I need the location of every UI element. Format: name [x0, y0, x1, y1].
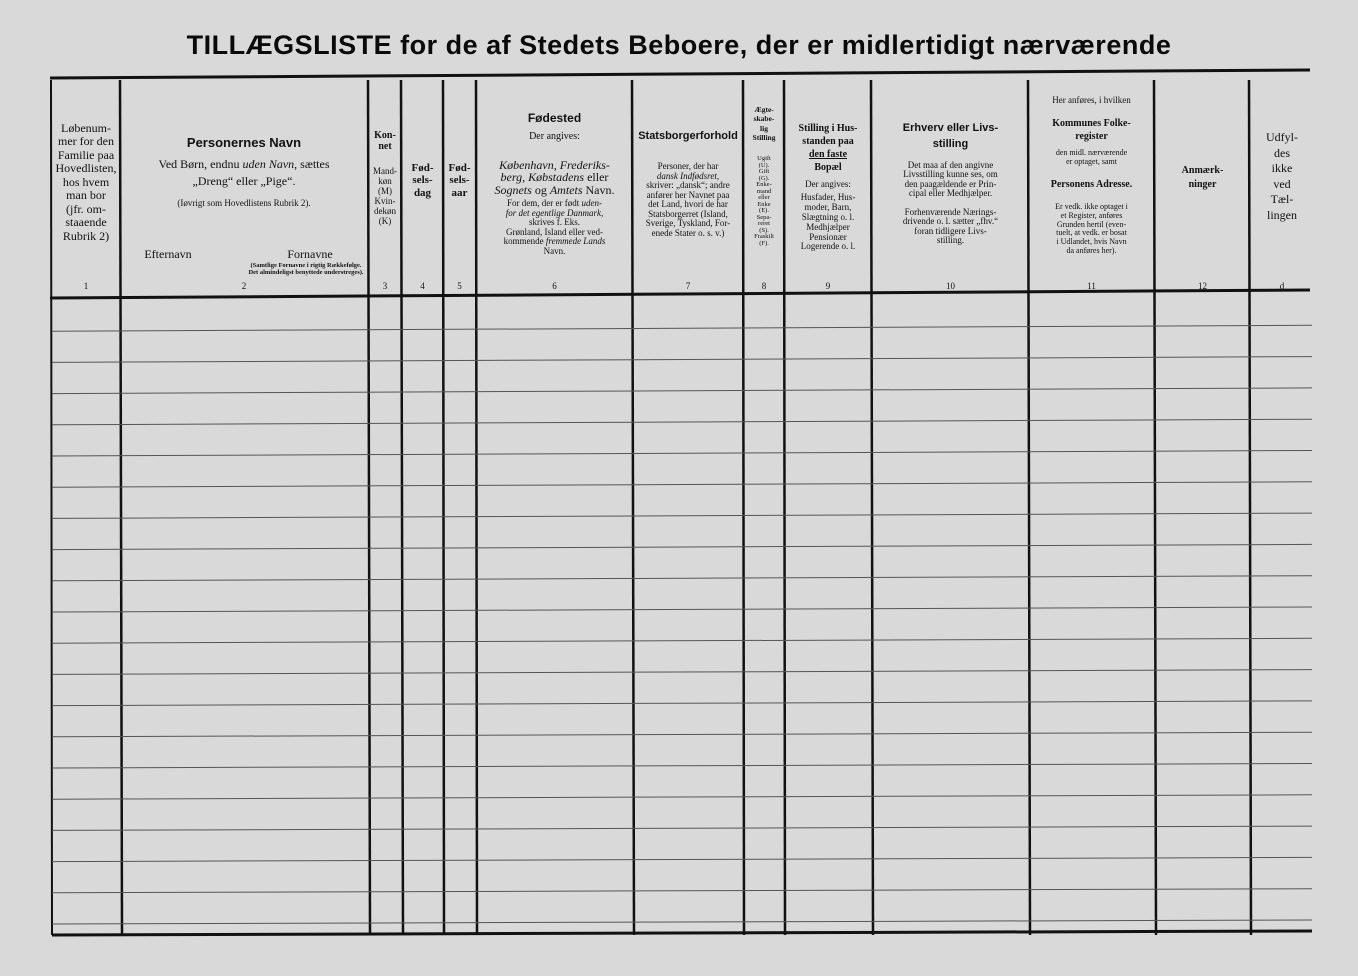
row-line [52, 388, 1312, 394]
col1-header: Løbenum- mer for den Familie paa Hovedlisten, hos hvem man bor (jfr. om- staaende Rubrik 2) [55, 121, 117, 243]
col6-number: 6 [552, 281, 557, 291]
col6-places-c: Sognets [494, 182, 532, 197]
col2-line1-c: , sættes [294, 157, 330, 171]
row-line [52, 607, 1312, 612]
col11-text: Er vedk. ikke optaget i et Register, anføres Grunden hertil (even- tuelt, at vedk. er bosat i Udlandet, hvis Navn da anføres her). [1055, 202, 1128, 255]
col6-foreign-c: skrives f. Eks. Grønland, Island eller ved- kommende [503, 217, 603, 247]
col2-fornavne: Fornavne [287, 247, 333, 261]
col7-text-c: skriver: „dansk“; andre anfører her Navnet paa det Land, hvori de har Statsborgerret (Island, Sverige, Tyskland, For- enede Stater o. s. v.) [645, 180, 731, 238]
col4-number: 4 [420, 281, 425, 291]
col6-places-e: Amtets [549, 182, 583, 197]
row-line [52, 857, 1312, 861]
col2-line2: „Dreng“ eller „Pige“. [192, 174, 296, 188]
row-line [52, 670, 1312, 675]
column-line [476, 80, 477, 935]
row-line [52, 889, 1312, 893]
top-rule [50, 70, 1310, 78]
col7-text [633, 153, 743, 238]
column-line [1249, 80, 1251, 935]
row-line [52, 795, 1312, 799]
col6-foreign-a: For dem, der er født [507, 198, 582, 209]
col8-heading: Ægte- skabe- lig Stilling [752, 105, 776, 143]
col11-top: Her anføres, i hvilken [1052, 95, 1131, 105]
column-line [1154, 80, 1156, 935]
col7-number: 7 [685, 281, 691, 291]
row-line [52, 482, 1312, 487]
col7-text-b: dansk Indfødsret, [656, 170, 720, 181]
row-line [52, 764, 1312, 769]
col6-foreign [479, 190, 630, 256]
page-title: TILLÆGSLISTE for de af Stedets Beboere, der er midlertidigt nærværende [186, 30, 1172, 60]
col11-heading2: Personens Adresse. [1050, 179, 1133, 190]
col6-places-f: Navn. [582, 182, 615, 197]
row-line [52, 701, 1312, 706]
col6-foreign-d: fremmede Lands [545, 236, 606, 247]
row-line [52, 357, 1312, 363]
col9-heading-c: Bopæl [814, 162, 842, 173]
col11-sub: den midl. nærværende er optaget, samt [1055, 148, 1128, 166]
cold-header: Udfyl- des ikke ved Tæl- lingen [1266, 130, 1298, 222]
row-line [52, 576, 1312, 581]
col3-text: Mand- køn (M) Kvin- dekøn (K) [373, 166, 397, 227]
row-line [52, 638, 1312, 643]
col3-number: 3 [382, 281, 388, 291]
column-line [120, 80, 122, 935]
column-line [401, 80, 403, 935]
col11-number: 11 [1087, 281, 1096, 291]
row-line [52, 732, 1312, 737]
col10-text1: Det maa af den angivne Livsstilling kunne ses, om den paagældende er Prin- cipal eller Medhjælper. [903, 160, 998, 199]
col6-places [479, 146, 630, 196]
col3-heading: Kon- net [374, 130, 396, 153]
col9-heading-a: Stilling i Hus- standen paa [798, 123, 858, 147]
col2-note: (Iøvrigt som Hovedlistens Rubrik 2). [177, 198, 311, 208]
col11-heading: Kommunes Folke- register [1052, 118, 1131, 142]
col10-heading: Erhverv eller Livs- stilling [902, 122, 999, 150]
col10-text2: Forhenværende Nærings- drivende o. l. sætter „fhv.“ foran tidligere Livs- stilling. [902, 207, 999, 246]
row-line [52, 325, 1312, 331]
col6-foreign-b: uden- for det egentlige Danmark, [505, 198, 604, 218]
col9-text: Husfader, Hus- moder, Barn, Slægtning o. l. Medhjælper Pensionær Logerende o. l. [800, 192, 856, 252]
col6-foreign-e: Navn. [543, 245, 566, 256]
col7-heading: Statsborgerforhold [638, 130, 738, 142]
col12-heading: Anmærk- ninger [1181, 165, 1224, 190]
col6-places-d: og [531, 182, 550, 197]
col5-number: 5 [457, 281, 462, 291]
col9-number: 9 [825, 281, 831, 291]
row-line [52, 419, 1312, 425]
col2-line1-a: Ved Børn, endnu [158, 157, 243, 171]
col9-heading-b: den faste [808, 149, 848, 160]
col6-places-b: eller [584, 170, 609, 185]
col6-places-a: København, Frederiks- berg, Købstadens [499, 157, 610, 185]
col9-heading [785, 109, 871, 174]
row-line [52, 513, 1312, 518]
row-line [52, 920, 1312, 924]
col7-text-a: Personer, der har [657, 161, 719, 172]
col6-sub: Der angives: [529, 131, 580, 142]
cold-number: d [1279, 281, 1285, 291]
col2-number: 2 [241, 281, 247, 291]
col6-heading: Fødested [527, 111, 582, 125]
col2-efternavn: Efternavn [144, 247, 192, 261]
col9-sub: Der angives: [805, 179, 851, 189]
row-line [52, 451, 1312, 457]
row-line [52, 826, 1312, 830]
col2-fornavne-note: (Samtlige Fornavne i rigtig Rækkefølge. Det almindeligst benyttede understreges). [248, 262, 364, 277]
col1-number: 1 [83, 281, 89, 291]
col2-heading: Personernes Navn [186, 135, 302, 150]
col2-line1 [124, 158, 364, 171]
col8-text: Ugift (U). Gift (G). Enke- mand eller Enke (E). Sepa- reret (S). Fraskilt (F). [754, 155, 774, 247]
col8-number: 8 [761, 281, 767, 291]
col12-number: 12 [1198, 281, 1207, 291]
col5-heading: Fød- sels- aar [448, 162, 471, 199]
bottom-rule [52, 931, 1312, 935]
col4-heading: Fød- sels- dag [411, 162, 434, 199]
col2-line1-b: uden Navn [242, 157, 295, 171]
header-rule [50, 290, 1310, 298]
col10-number: 10 [946, 281, 955, 291]
row-line [52, 544, 1312, 549]
column-line [443, 80, 444, 935]
